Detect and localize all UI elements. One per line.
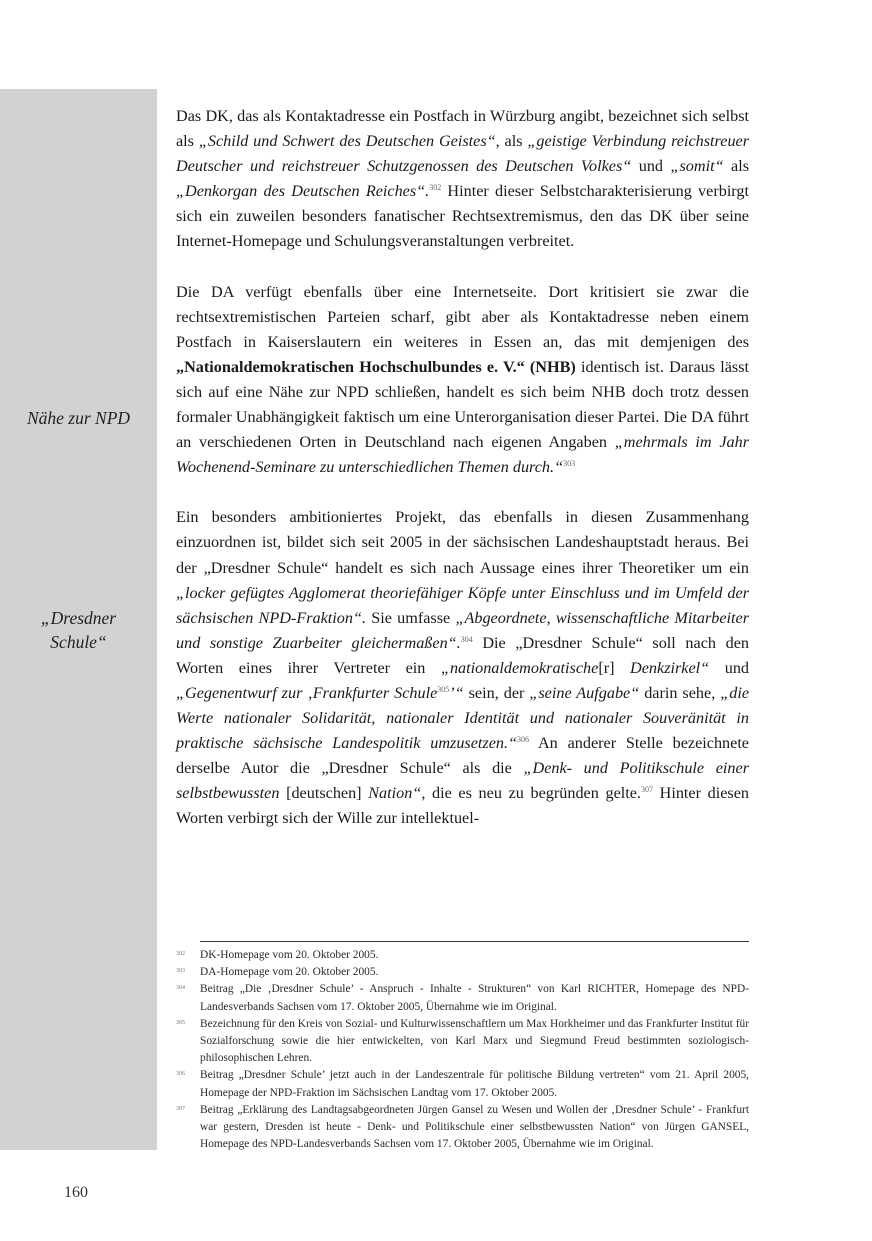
footnote: 307 Beitrag „Erklärung des Landtagsabgeordneten Jürgen Gansel zu Wesen und Wollen der ‚Dresdner Schule’ - Frankfurt war gestern, Dresden ist heute - Denk- und Politikschule einer selbstbewussten Nation“ von Jürgen GANSEL, Homepage des NPD-Landesverbands Sachsen vom 17. Oktober 2005, Übernahme wie im Original. <box>176 1103 749 1151</box>
footnote: 302 DK-Homepage vom 20. Oktober 2005. <box>176 949 379 961</box>
footnote-divider <box>200 941 749 942</box>
footnote: 305 Bezeichnung für den Kreis von Sozial- und Kulturwissenschaftlern um Max Horkheimer und das Frankfurter Institut für Sozialforschung sowie die hier entwickelten, von Karl Marx und Siegmund Freud bestimmten soziologisch-philosophischen Lehren. <box>176 1017 749 1065</box>
paragraph-dresdner-schule: Ein besonders ambitioniertes Projekt, das ebenfalls in diesen Zusammenhang einzuordnen ist, bildet sich seit 2005 in der sächsischen Landeshauptstadt heraus. Bei der „Dresdner Schule“ handelt es sich nach Aussage eines ihrer Theoretiker um ein „locker gefügtes Agglomerat theoriefähiger Köpfe unter Einschluss und im Umfeld der sächsischen NPD-Fraktion“. Sie umfasse „Abgeordnete, wissenschaftliche Mitarbeiter und sonstige Zuarbeiter gleichermaßen“.$^{304}$ Die „Dresdner Schule“ soll nach den Worten eines ihrer Vertreter ein „nationaldemokratische[r] Denkzirkel“ und „Gegenentwurf zur ‚Frankfurter Schule$^{305}$’“ sein, der „seine Aufgabe“ darin sehe, „die Werte nationaler Solidarität, nationaler Identität und nationaler Souveränität in praktische sächsische Landespolitik umzusetzen.“$^{306}$ An anderer Stelle bezeichnete derselbe Autor die „Dresdner Schule“ als die „Denk- und Politikschule einer selbstbewussten [deutschen] Nation“, die es neu zu begründen gelte.$^{307}$ Hinter diesen Worten verbirgt sich der Wille zur intellektuel- <box>176 508 750 828</box>
paragraph-da: Die DA verfügt ebenfalls über eine Internetseite. Dort kritisiert sie zwar die rechtsextremistischen Parteien scharf, gibt aber als Kontaktadresse neben einem Postfach in Kaiserslautern ein weiteres in Essen an, das mit demjenigen des „Nationaldemokratischen Hochschulbundes e. V.“ (NHB) identisch ist. Daraus lässt sich auf eine Nähe zur NPD schließen, handelt es sich beim NHB doch trotz dessen formaler Unabhängigkeit faktisch um eine Unterorganisation dieser Partei. Die DA führt an verschiedenen Orten in Deutschland nach eigenen Angaben „mehrmals im Jahr Wochenend-Seminare zu unterschiedlichen Themen durch.“$^{303}$ <box>176 282 750 477</box>
page-number: 160 <box>64 1184 88 1201</box>
footnote-ref: 303 <box>563 459 576 469</box>
footnote: 306 Beitrag „Dresdner Schule’ jetzt auch in der Landeszentrale für politische Bildung vertreten“ vom 21. April 2005, Homepage der NPD-Fraktion im Sächsischen Landtag vom 17. Oktober 2005. <box>176 1069 749 1099</box>
footnote-ref: 305 <box>437 684 450 694</box>
footnotes <box>176 947 749 1153</box>
margin-note-dresdner-schule: „Dresdner Schule“ <box>40 608 117 652</box>
footnote-ref: 306 <box>517 735 530 745</box>
paragraph-dk: Das DK, das als Kontaktadresse ein Postfach in Würzburg angibt, bezeichnet sich selbst als „Schild und Schwert des Deutschen Geistes“, als „geistige Verbindung reichstreuer Deutscher und reichstreuer Schutzgenossen des Deutschen Volkes“ und „somit“ als „Denkorgan des Deutschen Reiches“.$^{302}$ Hinter dieser Selbstcharakterisierung verbirgt sich ein zuweilen besonders fanatischer Rechtsextremismus, den das DK über seine Internet-Homepage und Schulungsveranstaltungen verbreitet. <box>176 107 750 251</box>
main-text <box>176 104 749 832</box>
margin-note-npd: Nähe zur NPD <box>26 408 131 428</box>
footnote-ref: 302 <box>429 183 442 193</box>
footnote: 303 DA-Homepage vom 20. Oktober 2005. <box>176 966 379 979</box>
footnote-ref: 307 <box>640 785 653 795</box>
footnote-ref: 304 <box>460 634 473 644</box>
footnote: 304 Beitrag „Die ‚Dresdner Schule’ - Anspruch - Inhalte - Strukturen“ von Karl RICHTER, Homepage des NPD-Landesverbands Sachsen vom 17. Oktober 2005, Übernahme wie im Original. <box>176 983 749 1013</box>
